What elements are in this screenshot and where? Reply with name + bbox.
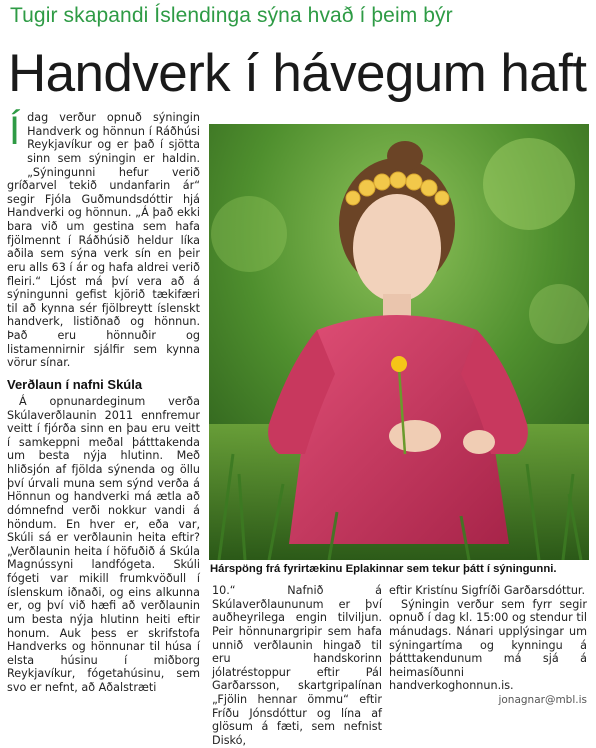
column-1 xyxy=(7,111,200,695)
paragraph-winners-end: eftir Kristínu Sigfríði Garðarsdóttur. xyxy=(389,584,586,597)
girl-in-field-illustration xyxy=(209,124,589,560)
article-headline: Handverk í hávegum haft xyxy=(8,44,587,103)
photo-caption: Hárspöng frá fyrirtækinu Eplakinnar sem tekur þátt í sýningunni. xyxy=(210,563,557,575)
article-photo xyxy=(209,124,589,560)
paragraph-awards: Á opnunardeginum verða Skúlaverðlaunin 2011 ennfremur veitt í fjórða sinn en þau eru veitt í samkeppni meðal þátttakenda um besta nýja hlutinn. Með hliðsjón af fjölda sýnenda og öllu því úrvali muna sem sýnd verða á Hönnun og handverki má ætla að dómnefnd verði nokkur vandi á höndum. En hver er, eða var, Skúli sá er verðlaunin heita eftir? „Verðlaunin heita í höfuðið á Skúla Magnússyni landfógeta. Skúli fógeti var mikill frumkvöðull í íslenskum iðnaði, og eins alkunna er, og því við hæfi að verðlaunin um besta nýja hlutinn heiti eftir honum. Auk þess er skrifstofa Handverks og hönnunar til húsa í elsta húsinu í miðborg Reykjavíkur, fógetahúsinu, sem svo er nefnt, að Aðalstræti xyxy=(7,394,200,694)
column-3 xyxy=(389,584,587,693)
drop-cap: Í xyxy=(9,109,21,153)
paragraph-winners: 10.“ Nafnið á Skúlaverðlaununum er því auðheyrilega engin tilviljun. Peir hönnunargripir sem hafa unnið verðlaunin hingað til eru handskorinn jólatréstoppur eftir Pál Garðarsson, skartgripalínan „Fjölin hennar ömmu“ eftir Fríðu Jónsdóttur og lína af glösum á fæti, sem nefnist Diskó, xyxy=(212,584,382,747)
column-2 xyxy=(212,584,382,748)
paragraph-intro: dag verður opnuð sýningin Handverk og hönnun í Ráðhúsi Reykjavíkur og er það í sjötta sinn sem sýningin er haldin. „Sýningunni hefur verið gríðarvel tekið undanfarin ár“ segir Fjóla Guðmundsdóttir hjá Handverki og hönnun. „Á það ekki bara við um gestina sem hafa fjölmennt í Ráðhúsið heldur líka aðila sem sýna verk sín en þeir eru alls 63 í ár og hafa aldrei verið fleiri.“ Ljóst má því vera að á sýningunni gefist kjörið tækifæri til að kynna sér fjölbreytt íslenskt handverk, listiðnað og hönnun. Það eru hönnuðir og listamennirnir sjálfir sem kynna vörur sínar. xyxy=(7,111,200,370)
paragraph-opening-info: Sýningin verður sem fyrr segir opnuð í dag kl. 15:00 og stendur til mánudags. Nánari upplýsingar um sýningartíma og kynningu á þátttakendunum má sjá á heimasíðunni handverkoghonnun.is. xyxy=(389,597,587,693)
section-subhead: Verðlaun í nafni Skúla xyxy=(7,376,143,392)
author-byline: jonagnar@mbl.is xyxy=(498,694,587,706)
article-kicker: Tugir skapandi Íslendinga sýna hvað í þeim býr xyxy=(10,4,453,27)
